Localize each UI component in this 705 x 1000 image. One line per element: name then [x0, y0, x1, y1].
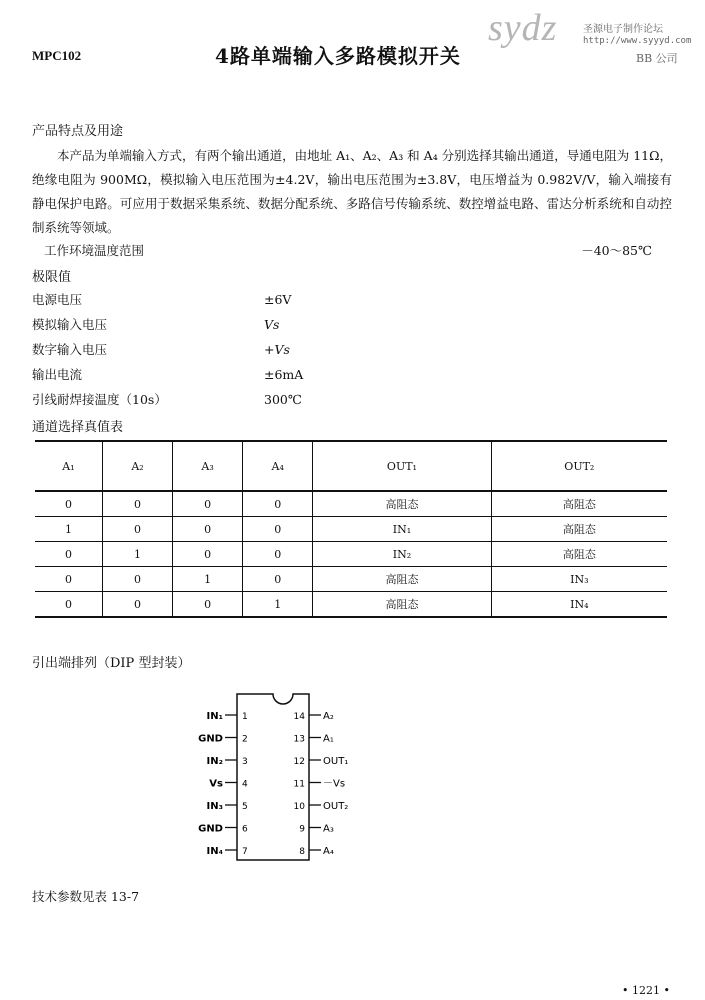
pin-number: 11	[293, 779, 305, 790]
table-cell: 0	[35, 491, 102, 517]
table-cell: 高阻态	[491, 491, 667, 517]
table-cell: IN₄	[491, 592, 667, 618]
watermark-company: BB 公司	[636, 52, 678, 65]
table-cell: 0	[35, 567, 102, 592]
watermark-url: http://www.syyyd.com	[583, 36, 692, 46]
table-row	[35, 517, 667, 542]
pin-name: IN₃	[206, 801, 223, 812]
limits-heading: 极限值	[32, 270, 72, 285]
limit-value: ±6mA	[264, 367, 304, 382]
limit-row	[32, 340, 452, 365]
table-header-row	[35, 441, 667, 491]
dip-pinout-diagram	[195, 690, 385, 870]
table-cell: 0	[102, 592, 172, 618]
operating-temp-value: －40～85℃	[581, 243, 652, 258]
pin-number: 10	[293, 802, 305, 812]
table-cell: 高阻态	[313, 567, 491, 592]
limit-label: 输出电流	[32, 367, 83, 382]
table-cell: 1	[35, 517, 102, 542]
table-cell: 高阻态	[491, 517, 667, 542]
table-row	[35, 542, 667, 567]
limit-label: 数字输入电压	[32, 342, 108, 357]
pin-name: OUT₁	[323, 756, 349, 767]
table-cell: 高阻态	[491, 542, 667, 567]
table-cell: 0	[243, 567, 313, 592]
operating-temp-label: 工作环境温度范围	[44, 243, 145, 258]
table-cell: 1	[173, 567, 243, 592]
column-header: OUT₁	[313, 441, 491, 491]
pin-name: Vs	[209, 778, 223, 790]
features-paragraph: 本产品为单端输入方式，有两个输出通道，由地址 A₁、A₂、A₃ 和 A₄ 分别选择其输出通道，导通电阻为 11Ω，绝缘电阻为 900MΩ，模拟输入电压范围为±4.2V，输出电压范围为±3.8V，电压增益为 0.982V/V，输入端接有静电保护电路。可应用于数据采集系统、数据分配系统、多路信号传输系统、数控增益电路、雷达分析系统和自动控制系统等领域。	[32, 148, 672, 235]
pin-number: 3	[242, 757, 248, 767]
limit-row	[32, 290, 452, 315]
limit-label: 模拟输入电压	[32, 317, 108, 332]
table-row	[35, 592, 667, 618]
table-row	[35, 567, 667, 592]
pin-number: 9	[299, 824, 305, 835]
table-cell: IN₃	[491, 567, 667, 592]
table-row	[35, 491, 667, 517]
column-header: A₃	[173, 441, 243, 491]
pin-name: OUT₂	[323, 801, 349, 812]
limit-row	[32, 365, 452, 390]
limit-label: 电源电压	[32, 292, 83, 307]
operating-temp-row	[32, 241, 652, 259]
column-header: A₂	[102, 441, 172, 491]
table-cell: 0	[102, 517, 172, 542]
limit-row	[32, 390, 452, 415]
pin-number: 2	[242, 734, 248, 745]
table-cell: IN₁	[313, 517, 491, 542]
limit-value: ±6V	[264, 292, 292, 307]
pin-number: 14	[293, 712, 305, 722]
table-cell: 0	[243, 517, 313, 542]
left-pin-group	[198, 711, 248, 857]
watermark	[488, 6, 700, 64]
table-cell: 0	[173, 592, 243, 618]
pin-name: IN₁	[206, 711, 223, 722]
limit-value: Vs	[264, 317, 280, 332]
table-cell: 1	[243, 592, 313, 618]
limit-label: 引线耐焊接温度（10s）	[32, 392, 167, 407]
column-header: A₄	[243, 441, 313, 491]
pin-name: A₄	[323, 846, 334, 857]
table-cell: IN₂	[313, 542, 491, 567]
limit-value: +Vs	[264, 342, 290, 357]
pin-name: A₂	[323, 711, 334, 722]
table-cell: 0	[173, 517, 243, 542]
footer-note: 技术参数见表 13-7	[32, 889, 140, 904]
pin-name: A₃	[323, 823, 334, 835]
table-cell: 0	[102, 567, 172, 592]
table-cell: 0	[173, 491, 243, 517]
watermark-site-name: 圣源电子制作论坛	[583, 24, 663, 35]
pin-number: 8	[299, 847, 305, 857]
table-cell: 高阻态	[313, 592, 491, 618]
features-heading: 产品特点及用途	[32, 124, 124, 139]
page-number: • 1221 •	[622, 984, 670, 997]
pin-number: 5	[242, 802, 248, 812]
pin-name: －Vs	[323, 778, 346, 790]
page-title: 4路单端输入多路模拟开关	[215, 44, 461, 68]
part-number: MPC102	[32, 48, 82, 63]
table-cell: 0	[243, 491, 313, 517]
pin-name: IN₄	[206, 846, 223, 857]
column-header: A₁	[35, 441, 102, 491]
pin-name: IN₂	[206, 756, 223, 767]
watermark-logo: sydz	[488, 7, 558, 49]
table-cell: 0	[35, 592, 102, 618]
truth-table-heading: 通道选择真值表	[32, 420, 124, 435]
pin-name: GND	[198, 823, 223, 835]
pin-name: GND	[198, 733, 223, 745]
column-header: OUT₂	[491, 441, 667, 491]
table-cell: 0	[102, 491, 172, 517]
pinout-heading: 引出端排列（DIP 型封装）	[32, 656, 191, 671]
pin-number: 13	[293, 734, 305, 745]
pin-number: 1	[242, 712, 248, 722]
truth-table	[35, 440, 667, 618]
pin-number: 4	[242, 779, 248, 790]
right-pin-group	[294, 711, 349, 857]
pin-number: 7	[242, 847, 248, 857]
limit-row	[32, 315, 452, 340]
table-cell: 0	[173, 542, 243, 567]
pin-number: 12	[293, 757, 305, 767]
table-cell: 0	[35, 542, 102, 567]
table-cell: 0	[243, 542, 313, 567]
pin-name: A₁	[323, 733, 334, 745]
table-cell: 高阻态	[313, 491, 491, 517]
pin-number: 6	[242, 824, 248, 835]
limit-value: 300℃	[264, 392, 302, 407]
limits-list	[32, 290, 452, 415]
table-cell: 1	[102, 542, 172, 567]
